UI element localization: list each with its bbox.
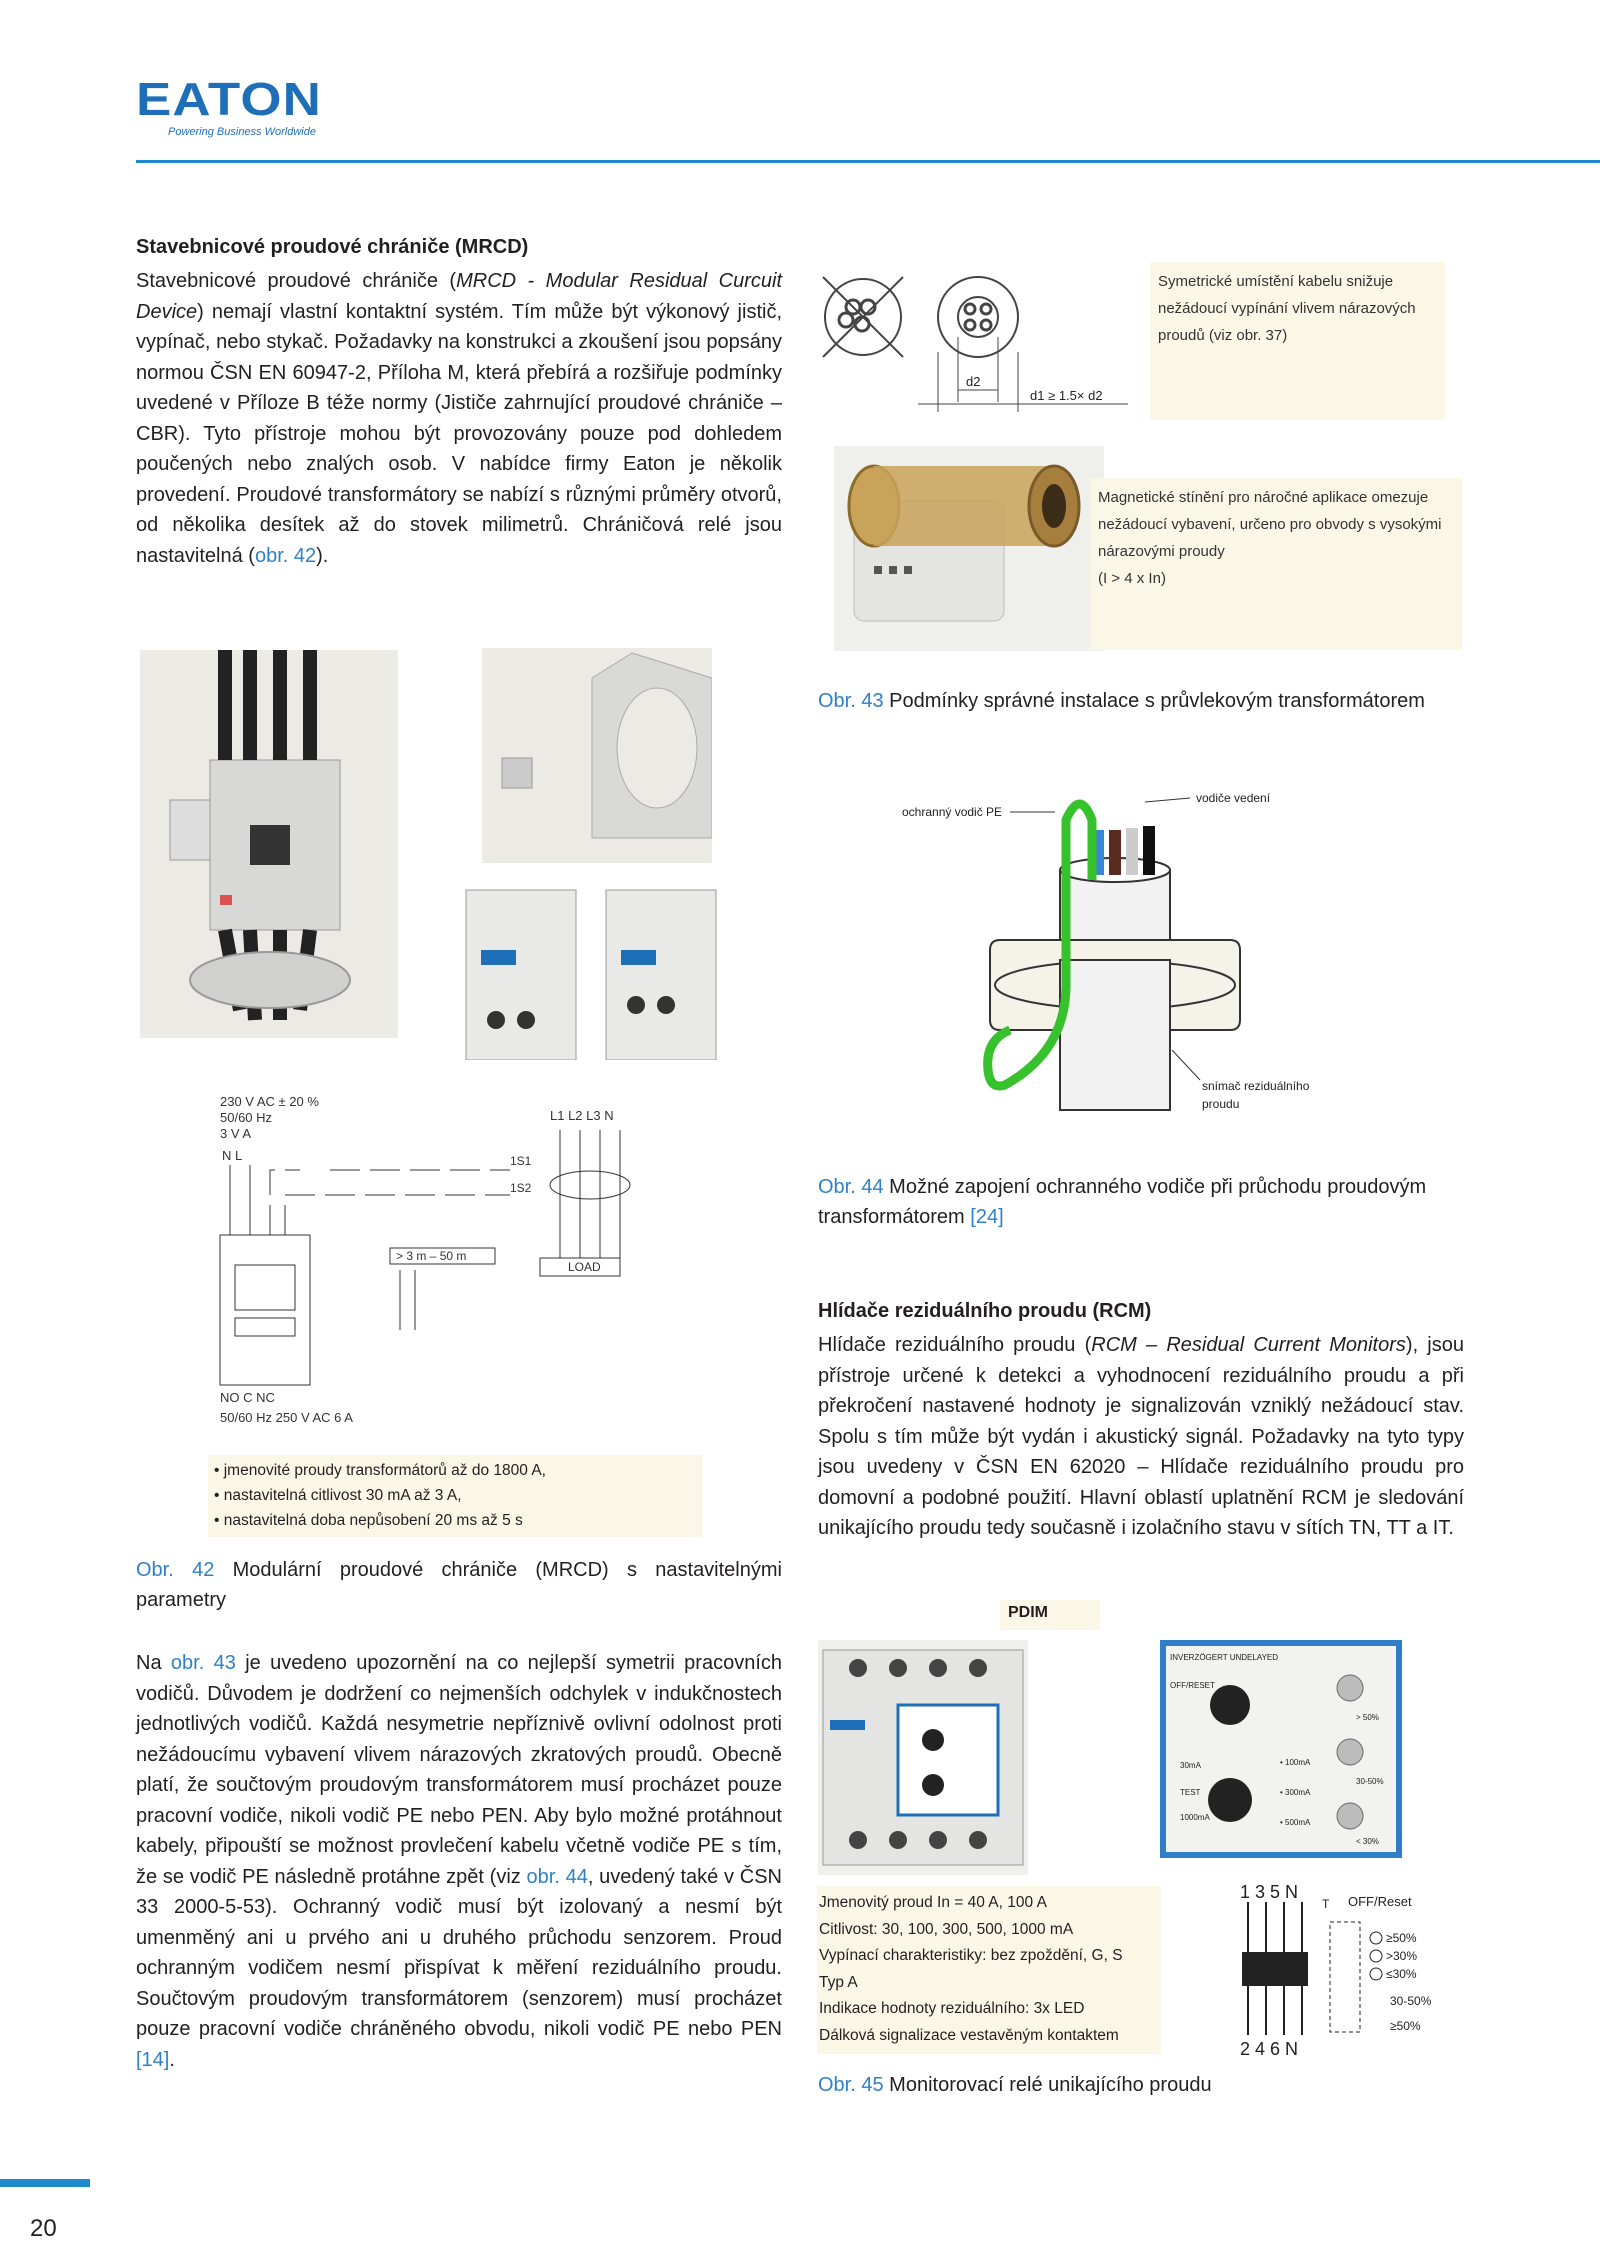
- load-label: LOAD: [568, 1260, 601, 1274]
- text-span: Na: [136, 1652, 171, 1674]
- terminal-s2: 1S2: [510, 1181, 532, 1195]
- contact-labels: NO C NC: [220, 1390, 275, 1405]
- eaton-logo: [136, 73, 336, 138]
- pdim-text: PDIM: [1008, 1604, 1048, 1621]
- caption-obr43: [818, 686, 1464, 716]
- led-30b: ≤30%: [1386, 1967, 1417, 1981]
- caption-link[interactable]: [24]: [970, 1206, 1004, 1228]
- phase-labels: L1 L2 L3 N: [550, 1108, 614, 1123]
- terminal-nl: N L: [222, 1148, 243, 1163]
- mrcd-breaker-photo: [140, 650, 398, 1038]
- section-body-mrcd: [136, 266, 782, 571]
- note-magnetic-shield: [1090, 478, 1462, 650]
- panel-1000ma: 1000mA: [1180, 1813, 1210, 1822]
- supply-freq: 50/60 Hz: [220, 1110, 273, 1125]
- distance-label: > 3 m – 50 m: [396, 1249, 467, 1263]
- magnetic-shield-photo: [834, 446, 1104, 651]
- pe-conductor-diagram: [880, 780, 1350, 1130]
- spec-line: Jmenovitý proud In = 40 A, 100 A: [819, 1894, 1047, 1911]
- panel-100ma: • 100mA: [1280, 1758, 1311, 1767]
- supply-power: 3 V A: [220, 1126, 252, 1141]
- off-reset: OFF/Reset: [1348, 1894, 1412, 1909]
- caption-text: Modulární proudové chrániče (MRCD) s nastavitelnými parametry: [136, 1559, 782, 1611]
- caption-obr45: [818, 2070, 1464, 2100]
- contact-rating: 50/60 Hz 250 V AC 6 A: [220, 1410, 353, 1425]
- panel-gt50: > 50%: [1356, 1713, 1379, 1722]
- text-italic: MRCD - Modular Residual Curcuit Device: [136, 270, 783, 323]
- panel-300ma: • 300mA: [1280, 1788, 1311, 1797]
- text-span: ).: [316, 544, 329, 567]
- text-span: Hlídače reziduálního proudu (: [818, 1334, 1092, 1356]
- panel-30ma: 30mA: [1180, 1761, 1201, 1770]
- terminals-top: 1 3 5 N: [1240, 1882, 1299, 1902]
- note-text: Symetrické umístění kabelu snižuje nežádoucí vypínání vlivem nárazových proudů (viz obr. 37): [1158, 273, 1416, 344]
- link-ref14[interactable]: [14]: [136, 2048, 170, 2071]
- rcm-spec-list: [817, 1886, 1161, 2054]
- pdim-device-photo: [818, 1640, 1028, 1875]
- supply-voltage: 230 V AC ± 20 %: [220, 1094, 319, 1109]
- link-obr44[interactable]: obr. 44: [526, 1865, 588, 1888]
- text-span: , uvedený také v ČSN 33 2000-5-53). Ochranný vodič musí být izolovaný a nesmí být umenměný ani u prvého ani u druhého průchodu senzorem. Proud ochranným vodičem nesmí přispívat k měření reziduálního proudu. Součtovým proudovým transformátorem (senzorem) musí procházet pouze pracovní vodiče chráněného obvodu, nikoli vodič PE nebo PEN: [136, 1865, 782, 2040]
- led-30a: >30%: [1386, 1949, 1418, 1963]
- relay-units-photo: [456, 870, 738, 1060]
- section-body-rcm: [818, 1330, 1464, 1544]
- led-50: ≥50%: [1386, 1931, 1417, 1945]
- list-item: • nastavitelná citlivost 30 mA až 3 A,: [214, 1483, 696, 1508]
- caption-ref[interactable]: Obr. 43: [818, 690, 884, 712]
- d2-label: d2: [966, 374, 981, 389]
- caption-ref[interactable]: Obr. 42: [136, 1559, 215, 1581]
- caption-text: Monitorovací relé unikajícího proudu: [883, 2074, 1212, 2096]
- text-span: ), jsou přístroje určené k detekci a vyhodnocení reziduálního proudu a při překročení nastavené hodnoty je signalizován vzniklý nežádoucí stav. Spolu s tím může být vydán i akustický signál. Požadavky na tyto typy jsou uvedeny v ČSN EN 62020 – Hlídače reziduálního proudu pro domovní a podobné použití. Hlavní oblastí uplatnění RCM je sledování unikajícího proudu tedy současně i izolačního stavu v sítích TN, TT a IT.: [818, 1334, 1464, 1539]
- list-item: • jmenovité proudy transformátorů až do 1800 A,: [214, 1458, 696, 1483]
- caption-ref[interactable]: Obr. 44: [818, 1176, 884, 1198]
- section-body-symmetry: [136, 1648, 782, 2075]
- logo-tagline: Powering Business Worldwide: [168, 126, 316, 138]
- panel-inverz: INVERZÖGERT UNDELAYED: [1170, 1653, 1279, 1662]
- section-title-mrcd: Stavebnicové proudové chrániče (MRCD): [136, 236, 529, 258]
- pdim-label: [1000, 1600, 1100, 1630]
- relay-3050: 30-50%: [1390, 1994, 1432, 2008]
- label-pe: ochranný vodič PE: [902, 805, 1003, 819]
- panel-500ma: • 500mA: [1280, 1818, 1311, 1827]
- panel-3050: 30-50%: [1356, 1777, 1384, 1786]
- text-italic: RCM – Residual Current Monitors: [1091, 1334, 1406, 1356]
- relay-50: ≥50%: [1390, 2019, 1421, 2033]
- rcm-schematic: [1230, 1880, 1470, 2060]
- text-span: ) nemají vlastní kontaktní systém. Tím může být výkonový jistič, vypínač, nebo stykač. Požadavky na konstrukci a zkoušení jsou popsány normou ČSN EN 60947-2, Příloha M, která přebírá a rozšiřuje podmínky uvedené v Příloze B téže normy (Jističe zahrnující proudové chrániče – CBR). Tyto přístroje mohou být provozovány pouze pod dohledem poučených nebo znalých osob. V nabídce firmy Eaton je několik provedení. Proudové transformátory se nabízí s různými průměry otvorů, od několika desítek až do stovek milimetrů. Chráničová relé jsou nastavitelná (: [136, 300, 782, 567]
- label-lines: vodiče vedení: [1196, 791, 1271, 805]
- caption-text: Podmínky správné instalace s průvlekovým transformátorem: [883, 690, 1425, 712]
- note-symmetric-placement: [1150, 262, 1445, 420]
- terminal-t: T: [1322, 1897, 1330, 1911]
- terminals-bottom: 2 4 6 N: [1240, 2039, 1299, 2059]
- link-obr42[interactable]: obr. 42: [254, 544, 317, 567]
- caption-ref[interactable]: Obr. 45: [818, 2074, 884, 2096]
- page-number-bar: [0, 2179, 90, 2187]
- text-span: je uvedeno upozornění na co nejlepší symetrii pracovních vodičů. Důvodem je dodržení co nejmenších odchylek v indukčnostech jednotlivých vodičů. Každá nesymetrie nepříznivě ovlivní odolnost proti nežádoucímu vybavení vlivem nárazových zkratových proudů. Obecně platí, že součtovým proudovým transformátorem musí procházet pouze pracovní vodiče, nikoli vodič PE nebo PEN. Aby bylo možné protáhnout kabely, připouští se možnost provlečení kabelu včetně vodiče PE s tím, že se vodič PE následně protáhne zpět (viz: [136, 1652, 783, 1888]
- mrcd-wiring-diagram: [210, 1090, 670, 1435]
- caption-text: Možné zapojení ochranného vodiče při průchodu proudovým transformátorem: [818, 1176, 1427, 1228]
- logo-wordmark: EATON: [136, 73, 323, 125]
- panel-test: TEST: [1180, 1788, 1201, 1797]
- text-span: .: [169, 2048, 175, 2071]
- d1-label: d1 ≥ 1.5× d2: [1030, 388, 1103, 403]
- caption-obr44: [818, 1172, 1464, 1232]
- link-obr43[interactable]: obr. 43: [170, 1652, 236, 1674]
- spec-line: Citlivost: 30, 100, 300, 500, 1000 mA: [819, 1920, 1074, 1938]
- spec-line: Typ A: [819, 1973, 858, 1991]
- panel-off: OFF/RESET: [1170, 1681, 1215, 1690]
- label-sensor: snímač reziduálního proudu: [1202, 1079, 1310, 1111]
- section-title-rcm: Hlídače reziduálního proudu (RCM): [818, 1300, 1152, 1322]
- header-rule: [136, 160, 1600, 163]
- mrcd-feature-list: [208, 1455, 702, 1537]
- terminal-s1: 1S1: [510, 1154, 532, 1168]
- transformers-relays-photo: [482, 648, 712, 863]
- pdim-control-panel: [1160, 1640, 1402, 1858]
- panel-lt30: < 30%: [1356, 1837, 1379, 1846]
- page-number: [0, 2179, 90, 2243]
- list-item: • nastavitelná doba nepůsobení 20 ms až 5 s: [214, 1508, 696, 1533]
- caption-obr42: [136, 1555, 782, 1615]
- note-formula: (I > 4 x In): [1098, 570, 1166, 587]
- cable-symmetry-diagram: [818, 262, 1128, 422]
- note-text: Magnetické stínění pro náročné aplikace omezuje nežádoucí vybavení, určeno pro obvody s vysokými nárazovými proudy: [1098, 489, 1442, 560]
- spec-line: Vypínací charakteristiky: bez zpoždění, G, S: [819, 1947, 1123, 1964]
- text-span: Stavebnicové proudové chrániče (: [136, 270, 457, 292]
- spec-line: Indikace hodnoty reziduálního: 3x LED: [819, 2000, 1085, 2017]
- spec-line: Dálková signalizace vestavěným kontaktem: [819, 2026, 1119, 2044]
- page-number-text: 20: [30, 2215, 57, 2242]
